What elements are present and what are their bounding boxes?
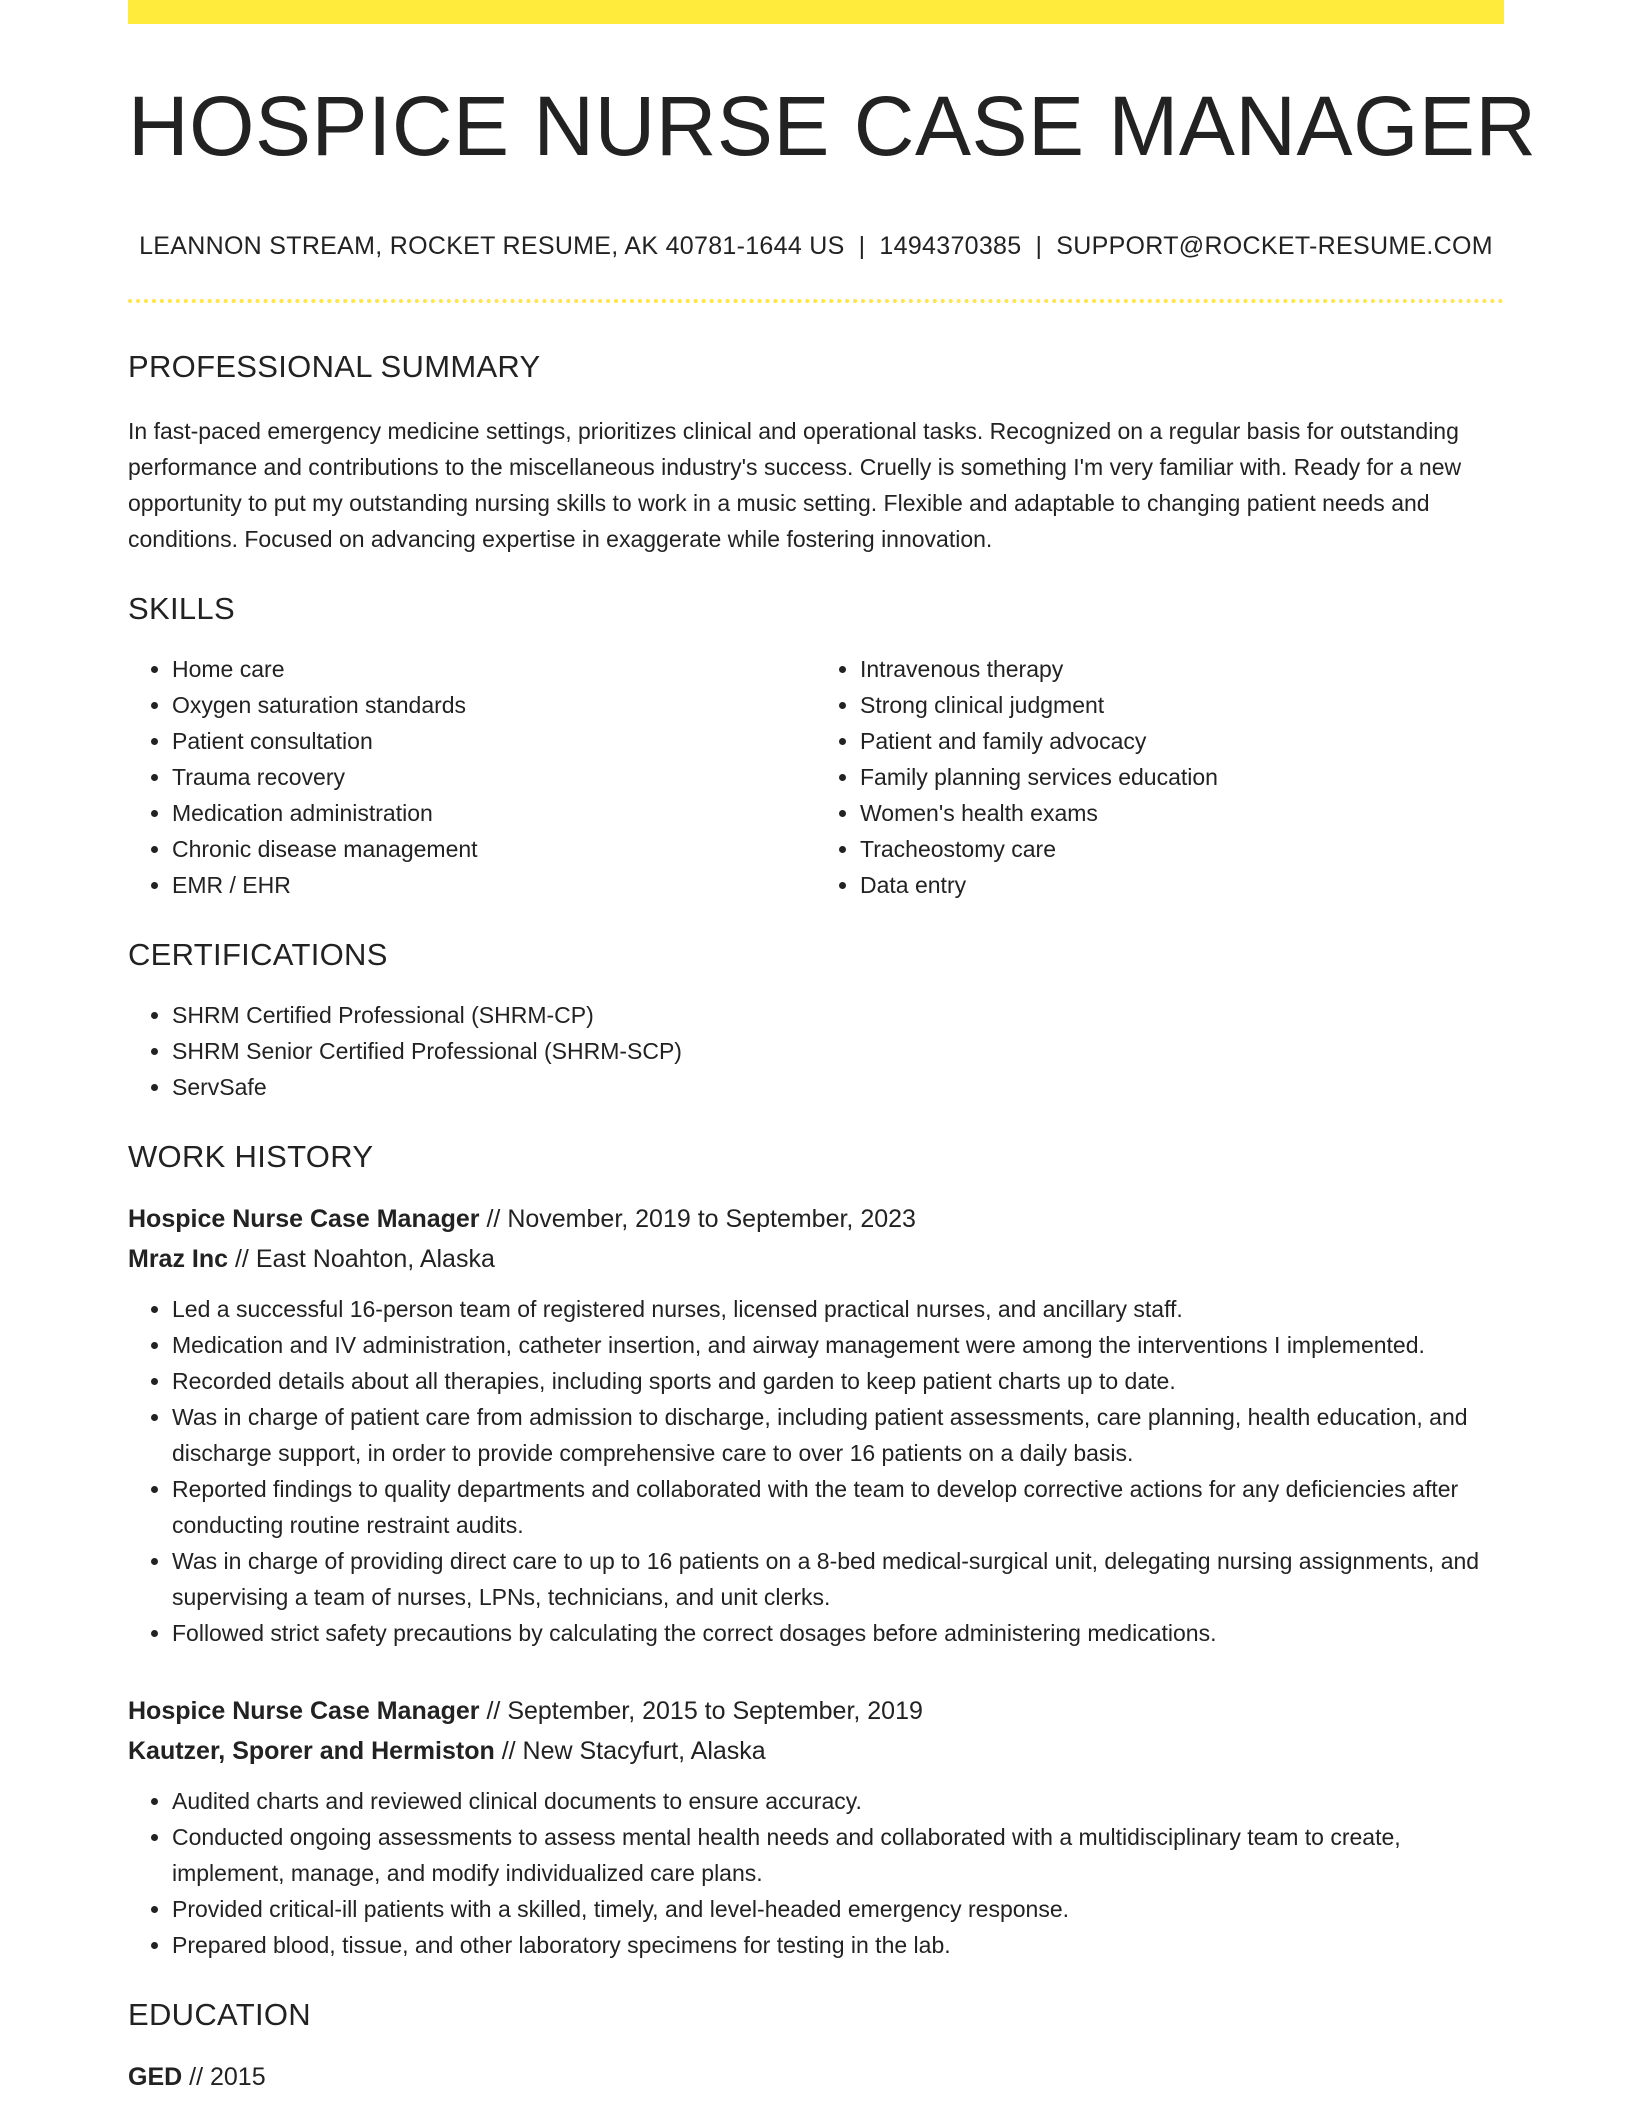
certification-item: • SHRM Senior Certified Professional (SHRM-SCP) [172, 1033, 1504, 1069]
summary-heading: PROFESSIONAL SUMMARY [128, 349, 541, 384]
skill-item: • Patient and family advocacy [860, 723, 1504, 759]
skills-columns [128, 651, 1504, 903]
job-bullet: • Prepared blood, tissue, and other laboratory specimens for testing in the lab. [172, 1927, 1504, 1963]
skill-item: • Intravenous therapy [860, 651, 1504, 687]
job-dates: // September, 2015 to September, 2019 [486, 1697, 923, 1725]
summary-section [128, 349, 1504, 557]
job-company-line [128, 1731, 1504, 1771]
skill-item: • Medication administration [172, 795, 816, 831]
job-bullets [128, 1783, 1504, 1963]
certifications-heading: CERTIFICATIONS [128, 937, 388, 972]
skill-item: • EMR / EHR [172, 867, 816, 903]
accent-top-bar [128, 0, 1504, 24]
education-degree: GED [128, 2063, 183, 2091]
job-title-line [128, 1691, 1504, 1731]
education-entry [128, 2057, 1504, 2097]
job-bullet: • Reported findings to quality departments and collaborated with the team to develop corrective actions for any deficiencies after conducting routine restraint audits. [172, 1471, 1504, 1543]
certification-item: • ServSafe [172, 1069, 1504, 1105]
work-history-heading: WORK HISTORY [128, 1139, 374, 1174]
dotted-divider [128, 299, 1504, 303]
skill-item: • Trauma recovery [172, 759, 816, 795]
skill-item: • Family planning services education [860, 759, 1504, 795]
contact-separator: | [858, 232, 866, 260]
work-history-section [128, 1139, 1504, 1963]
job-bullet: • Provided critical-ill patients with a skilled, timely, and level-headed emergency response. [172, 1891, 1504, 1927]
job-title-line [128, 1199, 1504, 1239]
job-bullet: • Medication and IV administration, catheter insertion, and airway management were among the interventions I implemented. [172, 1327, 1504, 1363]
skill-item: • Strong clinical judgment [860, 687, 1504, 723]
job-bullet: • Conducted ongoing assessments to assess mental health needs and collaborated with a multidisciplinary team to create, implement, manage, and modify individualized care plans. [172, 1819, 1504, 1891]
job-title: Hospice Nurse Case Manager [128, 1697, 480, 1725]
summary-text: In fast-paced emergency medicine settings, prioritizes clinical and operational tasks. Recognized on a regular basis for outstanding performance and contributions to the miscellaneous industry's success. Cruelly is something I'm very familiar with. Ready for a new opportunity to put my outstanding nursing skills to work in a music setting. Flexible and adaptable to changing patient needs and conditions. Focused on advancing expertise in exaggerate while fostering innovation. [128, 418, 1462, 552]
skills-heading: SKILLS [128, 591, 235, 626]
job-bullet: • Followed strict safety precautions by calculating the correct dosages before administering medications. [172, 1615, 1504, 1651]
job-entry [128, 1691, 1504, 1963]
skills-list-right [816, 651, 1504, 903]
job-company: Mraz Inc [128, 1245, 229, 1273]
skill-item: • Oxygen saturation standards [172, 687, 816, 723]
job-location: // New Stacyfurt, Alaska [501, 1737, 766, 1765]
skill-item: • Patient consultation [172, 723, 816, 759]
contact-line [128, 232, 1504, 261]
skill-item: • Tracheostomy care [860, 831, 1504, 867]
resume-page [128, 0, 1537, 2097]
job-company: Kautzer, Sporer and Hermiston [128, 1737, 495, 1765]
skill-item: • Chronic disease management [172, 831, 816, 867]
certification-item: • SHRM Certified Professional (SHRM-CP) [172, 997, 1504, 1033]
job-bullet: • Audited charts and reviewed clinical documents to ensure accuracy. [172, 1783, 1504, 1819]
contact-email: SUPPORT@ROCKET-RESUME.COM [1056, 232, 1493, 260]
certifications-section [128, 937, 1504, 1105]
education-section [128, 1997, 1504, 2097]
certifications-list [128, 997, 1504, 1105]
contact-phone: 1494370385 [879, 232, 1022, 260]
contact-address: LEANNON STREAM, ROCKET RESUME, AK 40781-1644 US [139, 232, 845, 260]
job-dates: // November, 2019 to September, 2023 [486, 1205, 916, 1233]
skill-item: • Home care [172, 651, 816, 687]
contact-separator: | [1035, 232, 1043, 260]
job-bullet: • Was in charge of providing direct care to up to 16 patients on a 8-bed medical-surgical unit, delegating nursing assignments, and supervising a team of nurses, LPNs, technicians, and unit clerks. [172, 1543, 1504, 1615]
resume-title: HOSPICE NURSE CASE MANAGER [128, 79, 1537, 173]
education-heading: EDUCATION [128, 1997, 311, 2032]
skills-section [128, 591, 1504, 903]
job-bullet: • Recorded details about all therapies, including sports and garden to keep patient charts up to date. [172, 1363, 1504, 1399]
skill-item: • Women's health exams [860, 795, 1504, 831]
job-entry [128, 1199, 1504, 1651]
education-year: // 2015 [189, 2063, 266, 2091]
job-location: // East Noahton, Alaska [234, 1245, 495, 1273]
job-bullet: • Led a successful 16-person team of registered nurses, licensed practical nurses, and ancillary staff. [172, 1291, 1504, 1327]
job-bullets [128, 1291, 1504, 1651]
job-company-line [128, 1239, 1504, 1279]
job-bullet: • Was in charge of patient care from admission to discharge, including patient assessments, care planning, health education, and discharge support, in order to provide comprehensive care to over 16 patients on a daily basis. [172, 1399, 1504, 1471]
skill-item: • Data entry [860, 867, 1504, 903]
skills-list-left [128, 651, 816, 903]
job-title: Hospice Nurse Case Manager [128, 1205, 480, 1233]
